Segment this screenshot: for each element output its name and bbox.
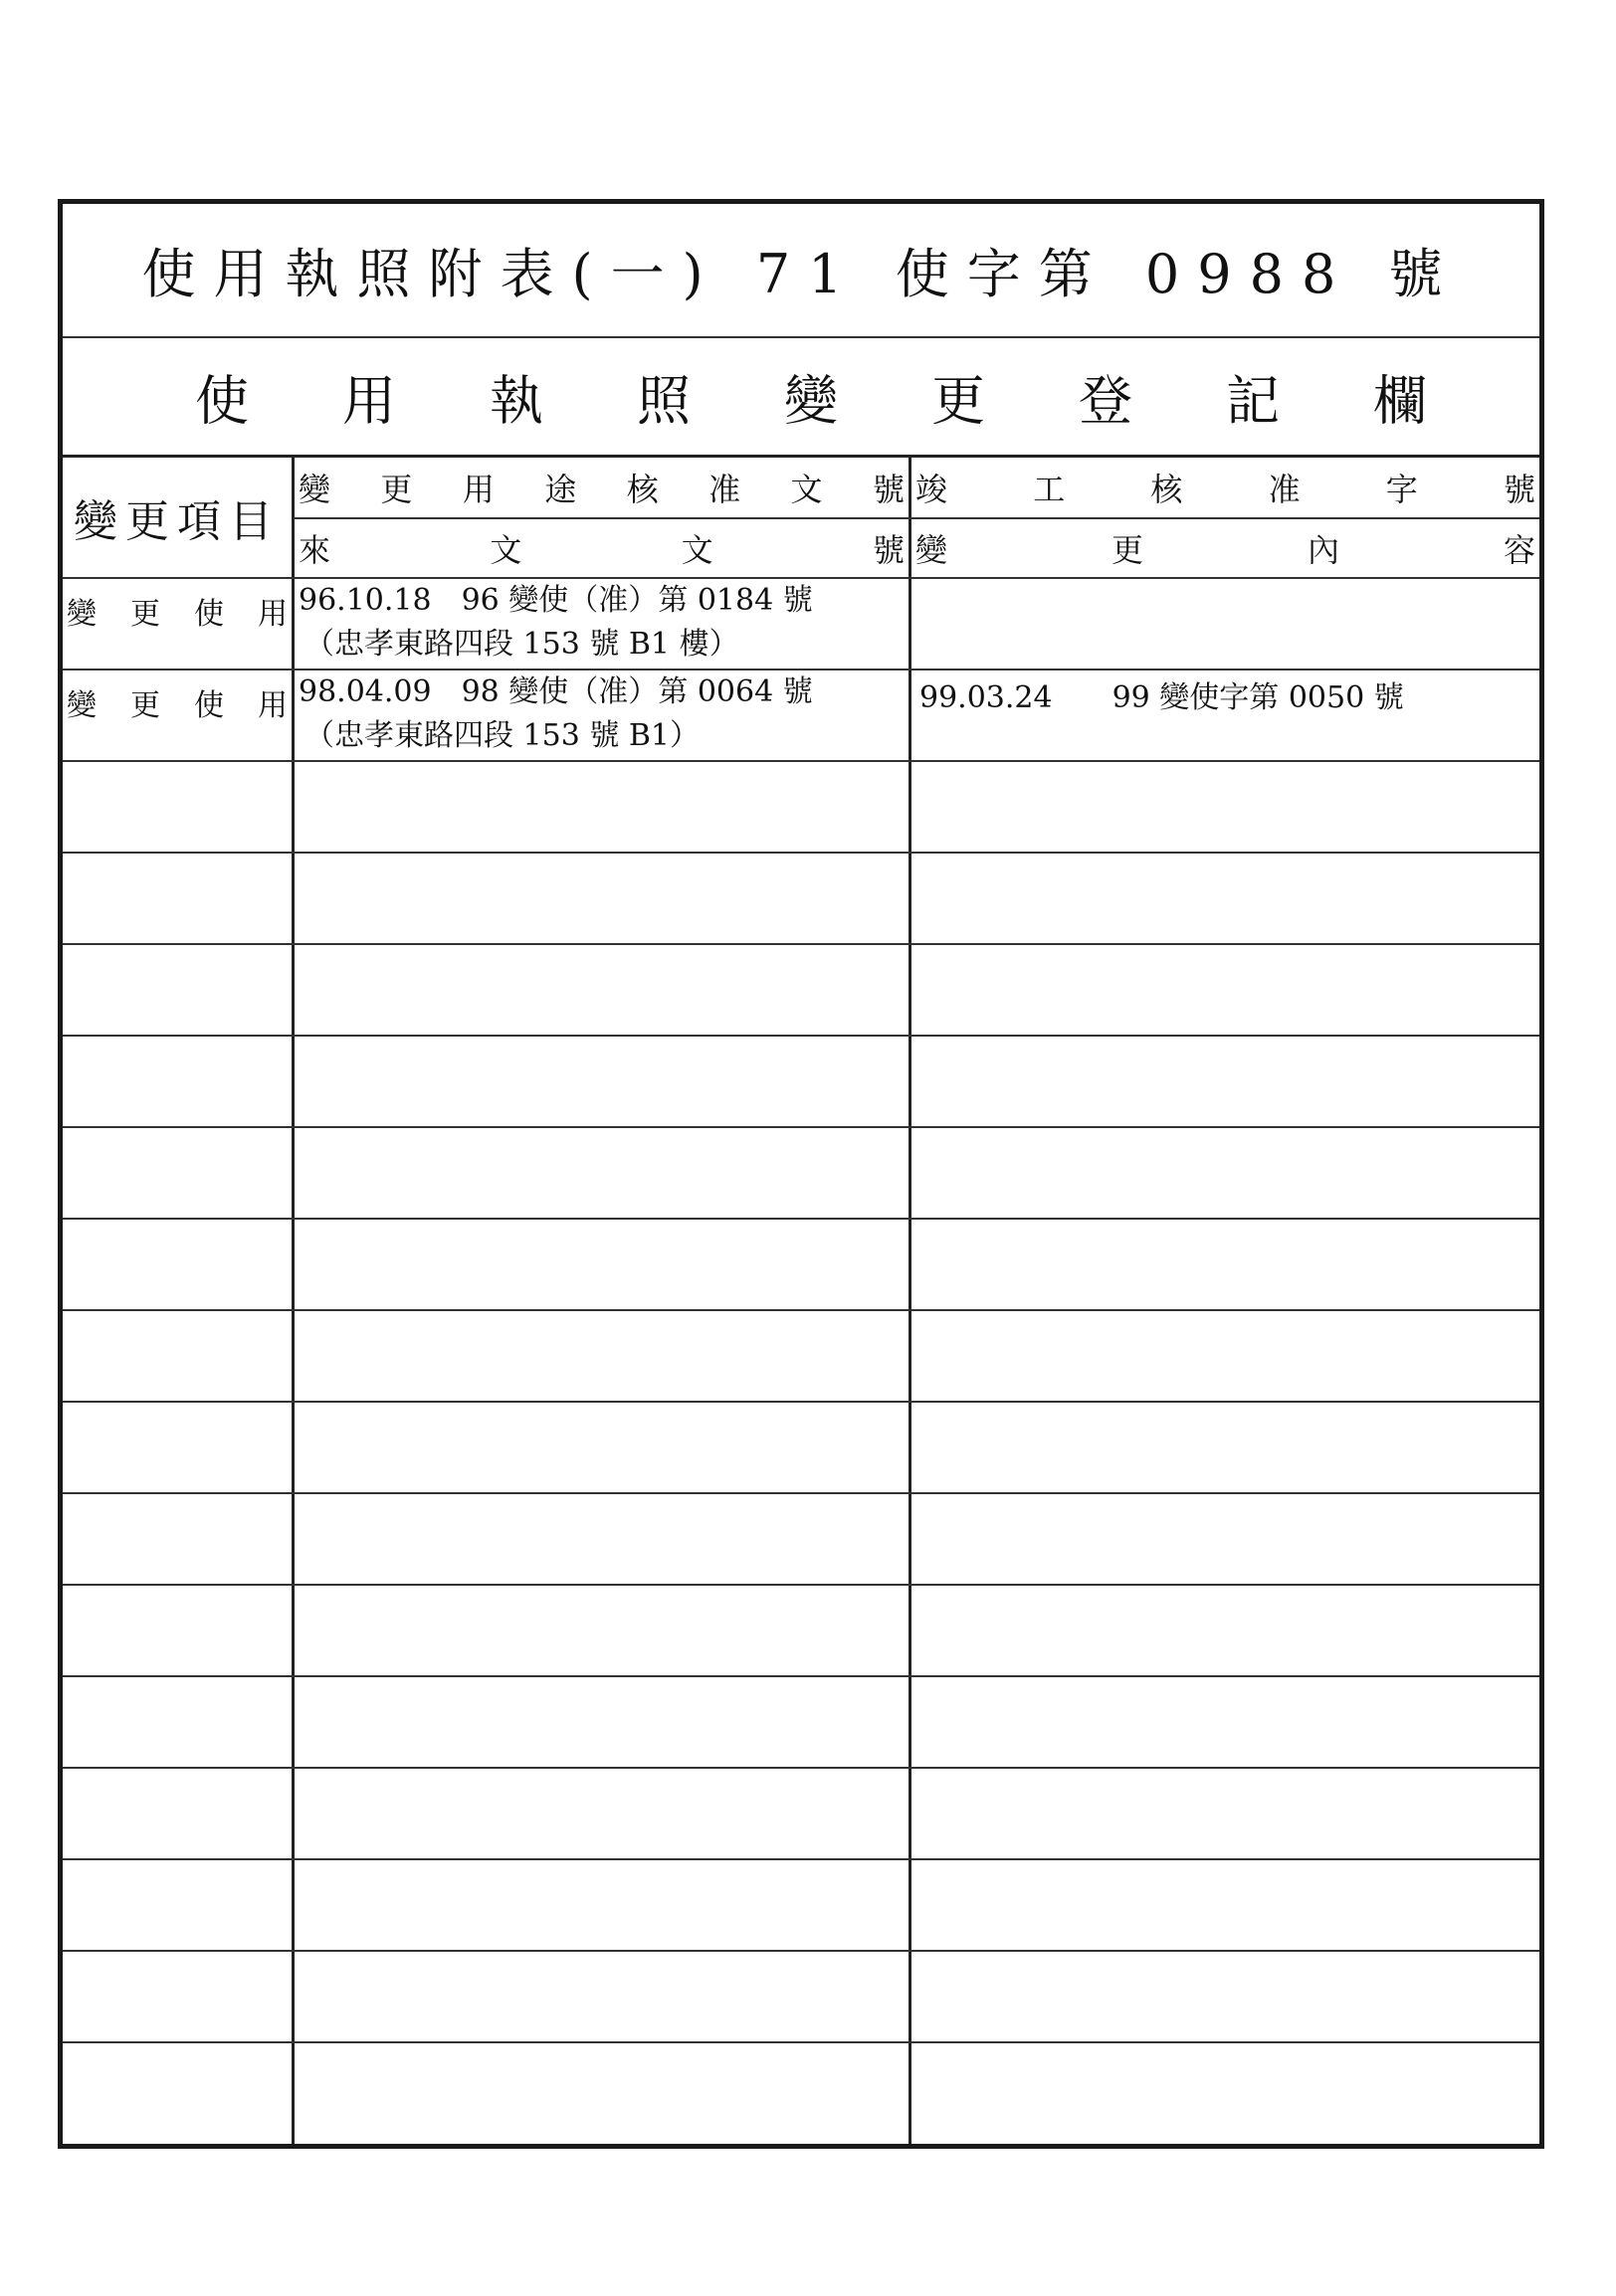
header-char: 核: [1150, 471, 1183, 508]
form-frame: [58, 199, 1544, 2149]
row-line: [63, 1950, 1539, 1952]
header-change-content: [911, 519, 1539, 577]
subtitle-char: 照: [637, 369, 691, 432]
header-char: 文: [790, 471, 823, 508]
header-char: 文: [490, 531, 522, 569]
header-char: 字: [1385, 471, 1418, 508]
row-1-approval-no: 96.10.18 96 變使（准）第 0184 號: [299, 583, 813, 618]
item-char: 使: [194, 597, 224, 632]
row-1-completion-no: [911, 579, 1539, 585]
header-incoming-doc-no: [295, 519, 909, 577]
item-char: 變: [67, 597, 97, 632]
row-line: [63, 1309, 1539, 1311]
header-char: 容: [1503, 531, 1535, 569]
item-char: 更: [130, 688, 160, 723]
header-item-cell: [63, 458, 292, 577]
subtitle-char: 登: [1079, 369, 1132, 432]
header-char: 用: [462, 471, 495, 508]
subtitle-char: 用: [342, 369, 396, 432]
header-char: 變: [299, 471, 331, 508]
form-title: 使用執照附表(一) 71 使字第 0988 號: [141, 243, 1461, 305]
row-line: [63, 1126, 1539, 1128]
item-char: 用: [258, 597, 288, 632]
subtitle-char: 使: [195, 369, 249, 432]
header-char: 竣: [915, 471, 948, 508]
row-2-approval: [295, 670, 909, 760]
row-1-completion: [911, 579, 1539, 669]
row-line: [63, 1492, 1539, 1494]
row-2-item: [63, 670, 292, 760]
row-line: [63, 1675, 1539, 1677]
row-line: [63, 1767, 1539, 1769]
header-char: 准: [708, 471, 741, 508]
subtitle-char: 變: [784, 369, 838, 432]
row-2-address: （忠孝東路四段 153 號 B1）: [304, 718, 701, 753]
header-char: 核: [626, 471, 659, 508]
header-char: 工: [1033, 471, 1066, 508]
header-completion-approval-no: [911, 458, 1539, 517]
row-line: [63, 1584, 1539, 1586]
header-char: 號: [872, 531, 905, 569]
header-char: 變: [915, 531, 948, 569]
header-char: 號: [1503, 471, 1535, 508]
header-char: 准: [1268, 471, 1301, 508]
subtitle-char: 執: [490, 369, 543, 432]
header-approval-doc-no: [295, 458, 909, 517]
row-line: [63, 943, 1539, 945]
item-char: 更: [130, 597, 160, 632]
subtitle-char: 更: [931, 369, 985, 432]
row-1-approval: [295, 579, 909, 669]
item-char: 變: [67, 688, 97, 723]
row-line: [63, 1858, 1539, 1860]
row-line: [63, 1401, 1539, 1403]
row-line: [63, 852, 1539, 854]
row-1-item: [63, 579, 292, 669]
row-2-approval-no: 98.04.09 98 變使（准）第 0064 號: [299, 674, 813, 709]
subtitle-char: 欄: [1373, 369, 1427, 432]
header-char: 途: [544, 471, 577, 508]
header-char: 更: [1111, 531, 1143, 569]
form-subtitle-row: [63, 338, 1539, 458]
header-char: 號: [872, 471, 905, 508]
header-item-label: 變更項目: [74, 496, 281, 547]
item-char: 用: [258, 688, 288, 723]
row-1-address: （忠孝東路四段 153 號 B1 樓）: [304, 627, 739, 662]
form-title-row: [63, 204, 1539, 338]
subtitle-char: 記: [1226, 369, 1280, 432]
header-char: 內: [1307, 531, 1339, 569]
header-char: 來: [299, 531, 331, 569]
row-line: [63, 760, 1539, 762]
row-line: [63, 1035, 1539, 1037]
header-char: 更: [380, 471, 413, 508]
row-2-completion-no: 99.03.24 99 變使字第 0050 號: [919, 680, 1404, 715]
row-2-completion: [911, 670, 1539, 760]
item-char: 使: [194, 688, 224, 723]
header-char: 文: [681, 531, 713, 569]
change-registration-table: [63, 458, 1539, 2144]
row-line: [63, 1218, 1539, 1220]
row-line: [63, 2041, 1539, 2043]
